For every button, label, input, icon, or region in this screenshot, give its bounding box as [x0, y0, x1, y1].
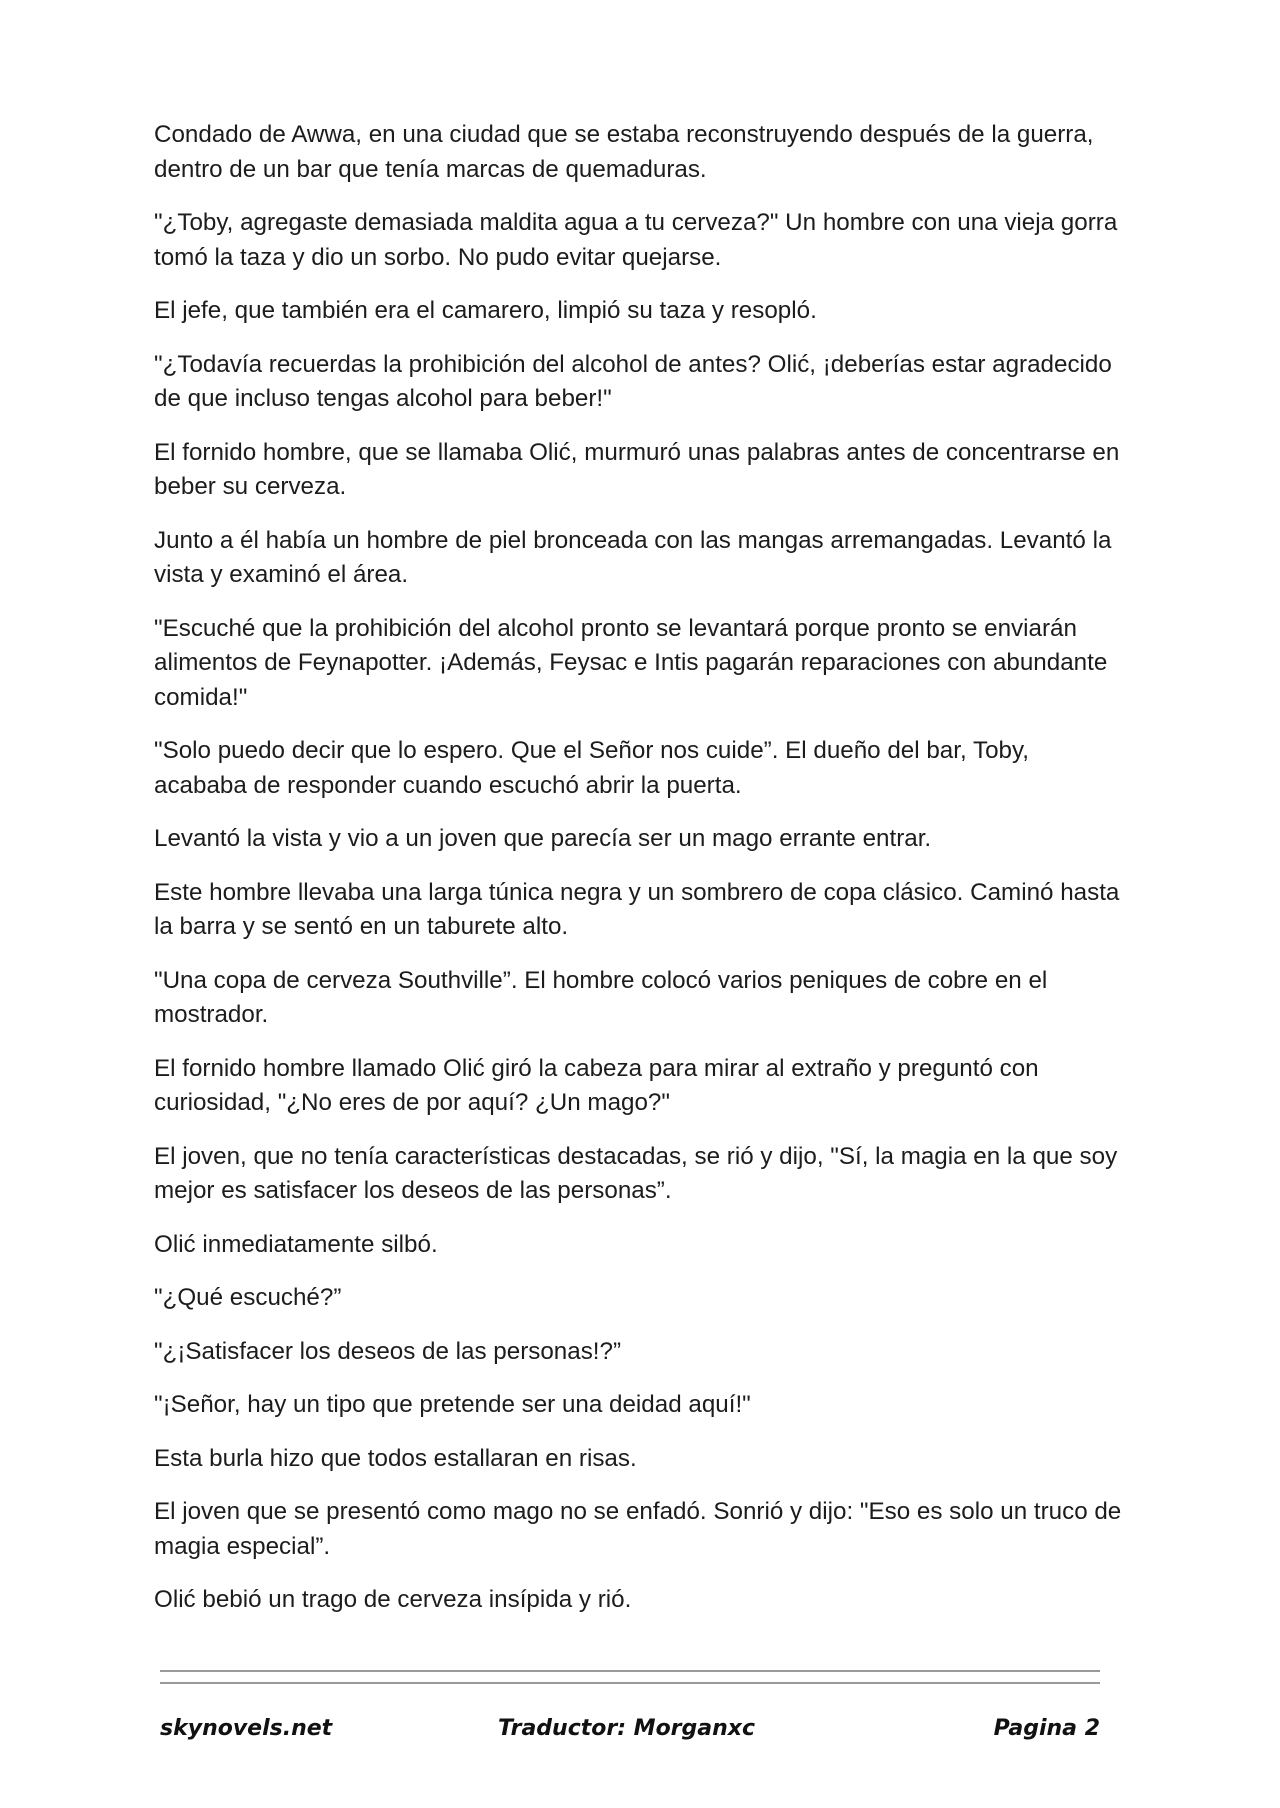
paragraph: "Escuché que la prohibición del alcohol pronto se levantará porque pronto se enviarán alimentos de Feynapotter. ¡Además, Feysac e Intis pagarán reparaciones con abundante comida!" [154, 614, 1108, 711]
footer-divider-bottom [160, 1682, 1100, 1684]
document-body [154, 118, 1126, 1637]
paragraph: Condado de Awwa, en una ciudad que se estaba reconstruyendo después de la guerra, dentro de un bar que tenía marcas de quemaduras. [154, 121, 1094, 183]
paragraph: "¡Señor, hay un tipo que pretende ser una deidad aquí!" [154, 1391, 751, 1418]
paragraph: Olić bebió un trago de cerveza insípida y rió. [154, 1586, 632, 1613]
paragraph: "¿Toby, agregaste demasiada maldita agua a tu cerveza?" Un hombre con una vieja gorra tomó la taza y dio un sorbo. No pudo evitar quejarse. [154, 209, 1118, 271]
paragraph: Junto a él había un hombre de piel bronceada con las mangas arremangadas. Levantó la vista y examinó el área. [154, 526, 1112, 588]
paragraph: El joven que se presentó como mago no se enfadó. Sonrió y dijo: "Eso es solo un truco de magia especial”. [154, 1498, 1122, 1560]
paragraph: "Una copa de cerveza Southville”. El hombre colocó varios peniques de cobre en el mostrador. [154, 966, 1048, 1028]
paragraph: El jefe, que también era el camarero, limpió su taza y resopló. [154, 297, 817, 324]
paragraph: El fornido hombre, que se llamaba Olić, murmuró unas palabras antes de concentrarse en beber su cerveza. [154, 438, 1120, 500]
paragraph: Olić inmediatamente silbó. [154, 1230, 438, 1258]
paragraph: "¿Qué escuché?” [154, 1284, 342, 1311]
paragraph: Este hombre llevaba una larga túnica negra y un sombrero de copa clásico. Caminó hasta la barra y se sentó en un taburete alto. [154, 878, 1120, 940]
paragraph: "¿Todavía recuerdas la prohibición del alcohol de antes? Olić, ¡deberías estar agradecido de que incluso tengas alcohol para beber!" [154, 350, 1112, 412]
paragraph: "Solo puedo decir que lo espero. Que el Señor nos cuide”. El dueño del bar, Toby, acababa de responder cuando escuchó abrir la puerta. [154, 737, 1029, 799]
paragraph: El fornido hombre llamado Olić giró la cabeza para mirar al extraño y preguntó con curiosidad, "¿No eres de por aquí? ¿Un mago?" [154, 1054, 1039, 1116]
page-footer [160, 1716, 1100, 1750]
paragraph: El joven, que no tenía características destacadas, se rió y dijo, "Sí, la magia en la que soy mejor es satisfacer los deseos de las personas”. [154, 1142, 1118, 1204]
paragraph: "¿¡Satisfacer los deseos de las personas!?” [154, 1337, 622, 1365]
footer-page-number: Pagina 2 [993, 1716, 1100, 1741]
footer-divider-top [160, 1670, 1100, 1672]
footer-site: skynovels.net [160, 1716, 333, 1741]
footer-translator: Traductor: Morganxc [498, 1716, 756, 1741]
paragraph: Esta burla hizo que todos estallaran en risas. [154, 1444, 637, 1472]
paragraph: Levantó la vista y vio a un joven que parecía ser un mago errante entrar. [154, 825, 932, 852]
